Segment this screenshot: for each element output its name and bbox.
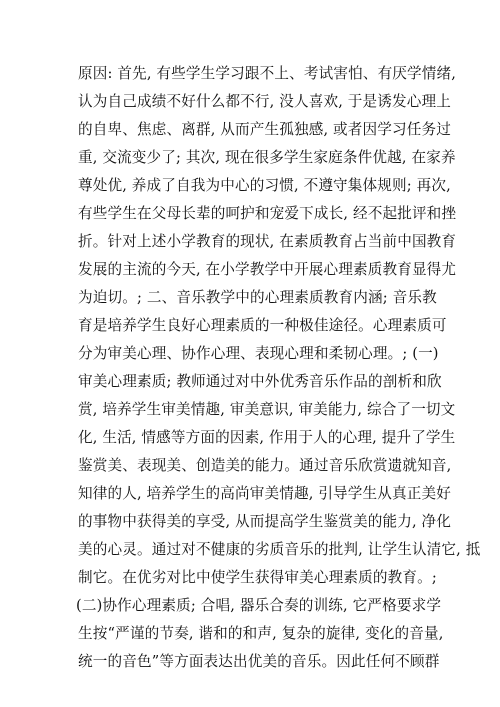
text-line-3: 的自卑、焦虑、离群, 从而产生孤独感, 或者因学习任务过: [78, 121, 452, 138]
text-line-11: 分为审美心理、协作心理、表现心理和柔韧心理。; (一): [78, 345, 439, 362]
text-line-2: 认为自己成绩不好什么都不行, 没人喜欢, 于是诱发心理上: [78, 93, 452, 110]
text-line-17: 的事物中获得美的享受, 从而提高学生鉴赏美的能力, 净化: [78, 513, 452, 530]
text-line-9: 为迫切。; 二、音乐教学中的心理素质教育内涵; 音乐教: [78, 289, 437, 306]
text-line-10: 育是培养学生良好心理素质的一种极佳途径。心理素质可: [78, 317, 447, 334]
text-line-7: 折。针对上述小学教育的现状, 在素质教育占当前中国教育: [78, 233, 457, 250]
text-line-14: 化, 生活, 情感等方面的因素, 作用于人的心理, 提升了学生: [78, 429, 456, 446]
text-line-19: 制它。在优劣对比中使学生获得审美心理素质的教育。;: [78, 569, 437, 586]
text-line-15: 鉴赏美、表现美、创造美的能力。通过音乐欣赏遗就知音,: [78, 457, 452, 474]
text-line-16: 知律的人, 培养学生的高尚审美情趣, 引导学生从真正美好: [78, 485, 452, 502]
text-line-18: 美的心灵。通过对不健康的劣质音乐的批判, 让学生认清它, 抵: [78, 541, 481, 558]
text-line-4: 重, 交流变少了; 其次, 现在很多学生家庭条件优越, 在家养: [78, 149, 456, 166]
text-line-20: (二)协作心理素质; 合唱, 器乐合奏的训练, 它严格要求学: [76, 597, 442, 614]
text-line-21: 生按“严谨的节奏, 谐和的和声, 复杂的旋律, 变化的音量,: [78, 625, 444, 642]
text-line-22: 统一的音色”等方面表达出优美的音乐。因此任何不顾群: [78, 653, 440, 670]
text-line-13: 赏, 培养学生审美情趣, 审美意识, 审美能力, 综合了一切文: [78, 401, 456, 418]
text-line-1: 原因: 首先, 有些学生学习跟不上、考试害怕、有厌学情绪,: [78, 65, 457, 82]
text-line-6: 有些学生在父母长辈的呵护和宠爱下成长, 经不起批评和挫: [78, 205, 457, 222]
text-line-8: 发展的主流的今天, 在小学教学中开展心理素质教育显得尤: [78, 261, 457, 278]
text-line-5: 尊处优, 养成了自我为中心的习惯, 不遵守集体规则; 再次,: [78, 177, 451, 194]
text-line-12: 审美心理素质; 教师通过对中外优秀音乐作品的剖析和欣: [78, 373, 442, 390]
